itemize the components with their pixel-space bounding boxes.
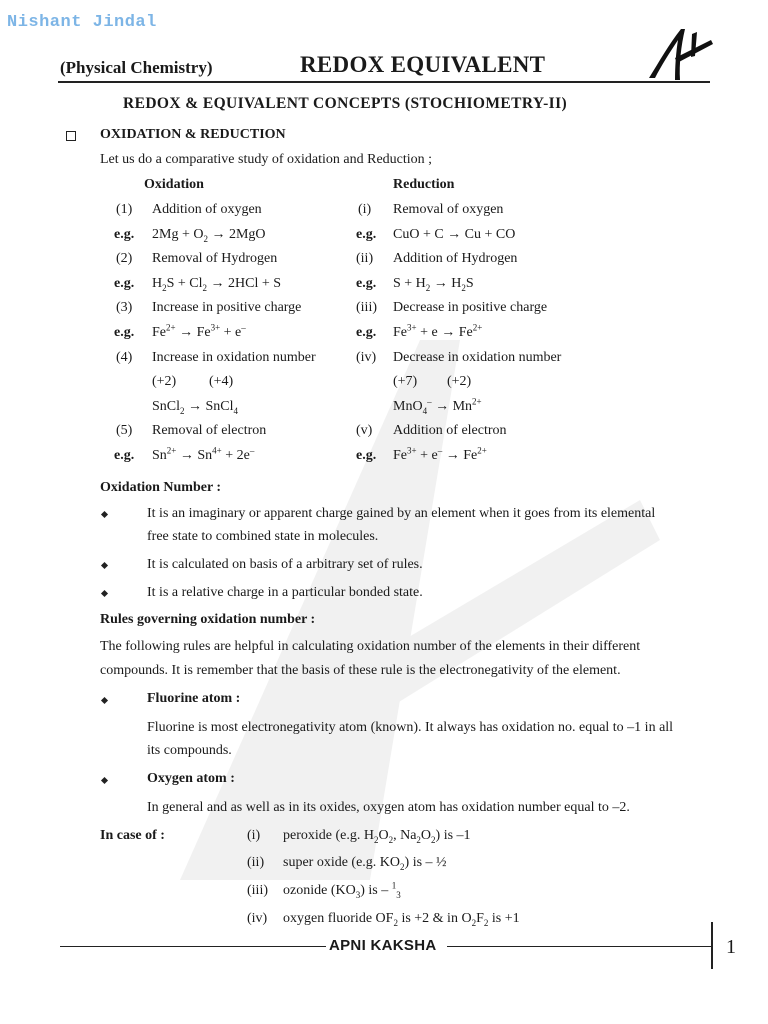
section-title: REDOX & EQUIVALENT CONCEPTS (STOCHIOMETRY-II) [123, 95, 568, 112]
subject-label: (Physical Chemistry) [60, 58, 213, 77]
heading-oxidation-reduction: OXIDATION & REDUCTION [100, 127, 286, 142]
red-equation: $S + H_2 \to H_2S$ [393, 276, 474, 293]
ox-equation: $H_2S + Cl_2 \to 2HCl + S$ [152, 276, 282, 293]
author-watermark: Nishant Jindal [7, 13, 157, 32]
ox-item-text: Increase in positive charge [152, 300, 302, 315]
in-case-of-label: In case of : [100, 828, 165, 843]
red-item-text: Addition of Hydrogen [393, 251, 518, 266]
red-equation: $Fe^{3+} + e^- \to Fe^{2+}$ [393, 445, 487, 463]
bullet-text: free state to combined state in molecules. [147, 529, 379, 544]
eg-label: e.g. [114, 325, 135, 340]
case-number: (iii) [247, 883, 268, 898]
red-state-before: (+7) [393, 374, 418, 389]
header-rule [58, 81, 710, 83]
fluorine-text: its compounds. [147, 743, 232, 758]
red-equation: CuO + C → Cu + CO [393, 227, 516, 242]
diamond-bullet-icon [101, 511, 108, 518]
case-number: (i) [247, 828, 261, 843]
red-row-number: (i) [358, 202, 372, 217]
footer-rule-left [60, 946, 326, 947]
eg-label: e.g. [356, 276, 377, 291]
bullet-text: It is a relative charge in a particular bonded state. [147, 585, 423, 600]
case-superoxide: super oxide (e.g. $KO_2$) is – ½ [283, 855, 447, 872]
bullet-text: It is calculated on basis of a arbitrary set of rules. [147, 557, 423, 572]
bullet-text: It is an imaginary or apparent charge gained by an element when it goes from its elemental [147, 506, 656, 521]
oxygen-text: In general and as well as in its oxides, oxygen atom has oxidation number equal to –2. [147, 800, 630, 815]
checkbox-bullet-icon [66, 131, 76, 141]
eg-label: e.g. [356, 325, 377, 340]
red-row-number: (iv) [356, 350, 377, 365]
footer-rule-right [447, 946, 711, 947]
red-equation: $MnO_4^- \to Mn^{2+}$ [393, 396, 482, 416]
red-equation: $Fe^{3+} + e \to Fe^{2+}$ [393, 322, 483, 340]
oxygen-heading: Oxygen atom : [147, 771, 235, 786]
eg-label: e.g. [114, 227, 135, 242]
red-item-text: Decrease in oxidation number [393, 350, 562, 365]
ox-item-text: Removal of Hydrogen [152, 251, 278, 266]
oxidation-number-heading: Oxidation Number : [100, 480, 222, 495]
ox-row-number: (2) [116, 251, 133, 266]
case-number: (ii) [247, 855, 265, 870]
footer-brand: APNI KAKSHA [329, 937, 437, 954]
ox-equation: $2Mg + O_2 \to 2MgO$ [152, 227, 266, 244]
rules-paragraph: The following rules are helpful in calculating oxidation number of the elements in their different [100, 639, 641, 654]
case-peroxide: peroxide (e.g. $H_2O_2$, $Na_2O_2$) is –1 [283, 828, 471, 845]
ox-item-text: Increase in oxidation number [152, 350, 316, 365]
ox-item-text: Addition of oxygen [152, 202, 262, 217]
red-item-text: Removal of oxygen [393, 202, 504, 217]
red-row-number: (iii) [356, 300, 377, 315]
ox-equation: SnCl$_2$ → SnCl$_4$ [152, 399, 239, 416]
red-row-number: (ii) [356, 251, 374, 266]
eg-label: e.g. [114, 448, 135, 463]
ox-equation: $Fe^{2+} \to Fe^{3+} + e^-$ [152, 322, 246, 340]
red-item-text: Decrease in positive charge [393, 300, 548, 315]
rules-paragraph: compounds. It is remember that the basis of these rule is the electronegativity of the element. [100, 663, 621, 678]
red-row-number: (v) [356, 423, 373, 438]
eg-label: e.g. [356, 448, 377, 463]
ox-row-number: (1) [116, 202, 133, 217]
ox-state-before: (+2) [152, 374, 177, 389]
brand-logo-icon [645, 26, 715, 84]
eg-label: e.g. [114, 276, 135, 291]
footer-divider [711, 922, 713, 969]
case-ozonide: ozonide $(KO_3)$ is – $^1_3$ [283, 880, 401, 900]
ox-equation: $Sn^{2+} \to Sn^{4+} + 2e^-$ [152, 445, 255, 463]
intro-text: Let us do a comparative study of oxidation and Reduction ; [100, 152, 433, 167]
page-number: 1 [726, 936, 736, 958]
ox-state-after: (+4) [209, 374, 234, 389]
column-header-oxidation: Oxidation [144, 177, 204, 192]
diamond-bullet-icon [101, 697, 108, 704]
diamond-bullet-icon [101, 562, 108, 569]
diamond-bullet-icon [101, 590, 108, 597]
ox-row-number: (5) [116, 423, 133, 438]
red-item-text: Addition of electron [393, 423, 507, 438]
ox-item-text: Removal of electron [152, 423, 267, 438]
rules-heading: Rules governing oxidation number : [100, 612, 316, 627]
eg-label: e.g. [356, 227, 377, 242]
case-number: (iv) [247, 911, 268, 926]
fluorine-heading: Fluorine atom : [147, 691, 241, 706]
diamond-bullet-icon [101, 777, 108, 784]
red-state-after: (+2) [447, 374, 472, 389]
ox-row-number: (4) [116, 350, 133, 365]
page-title: REDOX EQUIVALENT [300, 52, 546, 77]
ox-row-number: (3) [116, 300, 133, 315]
column-header-reduction: Reduction [393, 177, 455, 192]
fluorine-text: Fluorine is most electronegativity atom (known). It always has oxidation no. equal to –1 in all [147, 720, 674, 735]
case-oxygen-fluoride: oxygen fluoride $OF_2$ is +2 & in $O_2F_2$ is +1 [283, 911, 520, 928]
